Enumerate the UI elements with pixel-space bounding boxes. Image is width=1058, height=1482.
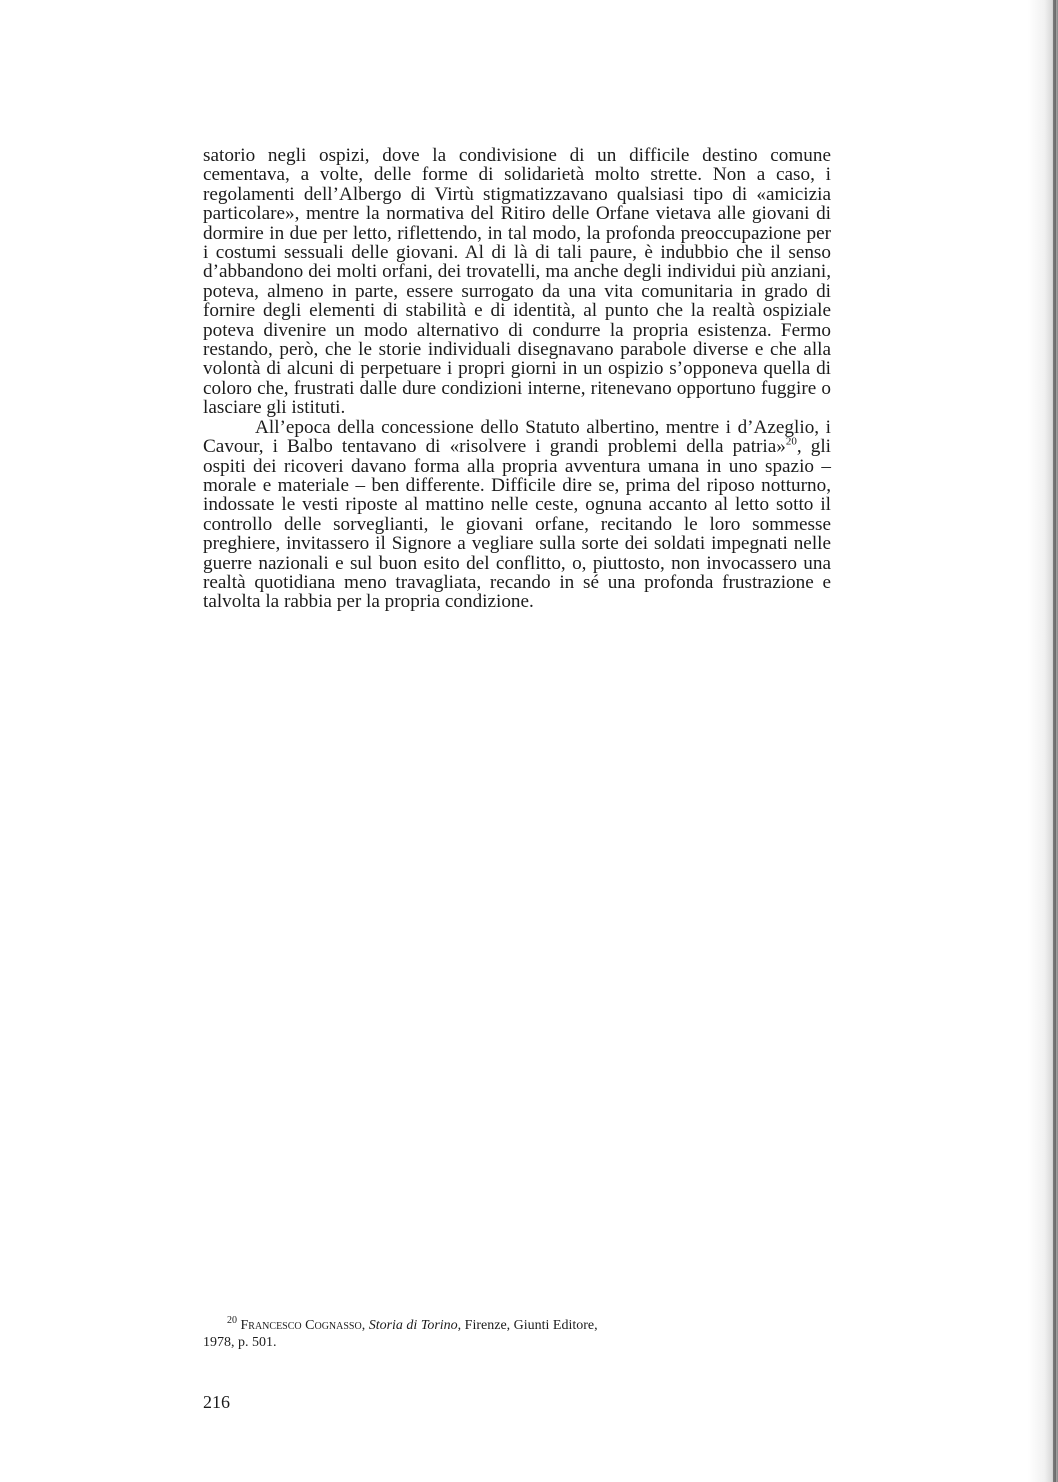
- paragraph-2-text-end: , gli ospiti dei ricoveri davano forma alla propria avventura umana in uno spazio – morale e materiale – ben differente. Difficile dire se, prima del riposo notturno, indossate le vesti riposte al mattino nelle ceste, ognuna accanto al letto sotto il controllo delle sorveglianti, le giovani orfane, recitando le loro sommesse preghiere, invitassero il Signore a vegliare sulla sorte dei soldati impegnati nelle guerre nazionali e sul buon esito del conflitto, o, piuttosto, non invocassero una realtà quotidiana meno travagliata, recando in sé una profonda frustrazione e talvolta la rabbia per la propria condizione.: [203, 436, 831, 613]
- main-text: [203, 146, 831, 612]
- page-number: 216: [203, 1392, 230, 1412]
- footnote-reference: 20: [785, 435, 797, 448]
- footnote-publication: , Firenze, Giunti Editore, 1978, p. 501.: [203, 1318, 598, 1350]
- paragraph-2: [203, 418, 831, 612]
- scan-edge-line: [1053, 0, 1056, 1482]
- paragraph-1: satorio negli ospizi, dove la condivisione di un difficile destino comune cementava, a volte, delle forme di solidarietà molto strette. Non a caso, i regolamenti dell’Albergo di Virtù stigmatizzavano qualsiasi tipo di «amicizia particolare», mentre la normativa del Ritiro delle Orfane vietava alle giovani di dormire in due per letto, riflettendo, in tal modo, la profonda preoccupazione per i costumi sessuali delle giovani. Al di là di tali paure, è indubbio che il senso d’abbandono dei molti orfani, dei trovatelli, ma anche degli individui più anziani, poteva, almeno in parte, essere surrogato da una vita comunitaria in grado di fornire degli elementi di stabilità e di identità, al punto che la realtà ospiziale poteva divenire un modo alternativo di condurre la propria esistenza. Fermo restando, però, che le storie individuali disegnavano parabole diverse e che alla volontà di alcuni di perpetuare i propri giorni in un ospizio s’opponeva quella di coloro che, frustrati dalle dure condizioni interne, ritenevano opportuno fuggire o lasciare gli istituti.: [203, 145, 831, 419]
- footnote: $^{20}$ Francesco Cognasso, Storia di Torino, Firenze, Giunti Editore, 1978, p. 501.: [203, 1315, 598, 1350]
- footnote-number: 20: [227, 1315, 237, 1327]
- footnote-title: Storia di Torino: [368, 1318, 458, 1333]
- footnote-author: Francesco Cognasso: [240, 1318, 362, 1333]
- paragraph-2-text-start: All’epoca della concessione dello Statuto albertino, mentre i d’Azeglio, i Cavour, i Balbo tentavano di «risolvere i grandi problemi della patria»: [203, 416, 831, 458]
